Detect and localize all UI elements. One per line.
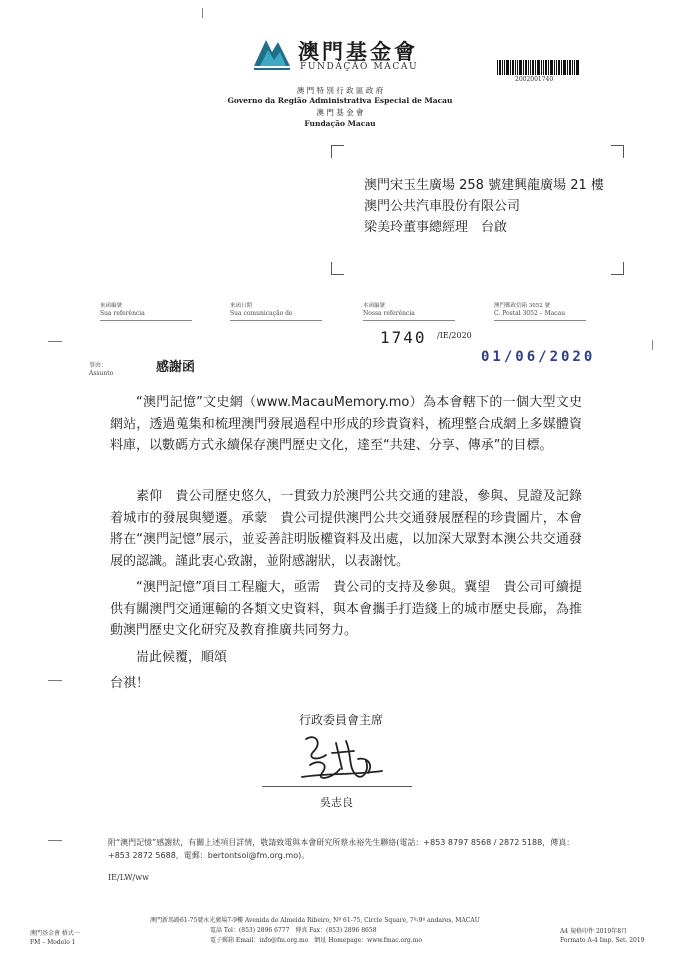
fold-mark <box>48 840 62 841</box>
ref-label-your-ref-pt: Sua referência <box>100 310 145 317</box>
ref-label-po-box-zh: 澳門郵政信箱 3052 號 <box>494 303 550 309</box>
footer-address: 澳門新馬路61-75號永光廣場7-9樓 Avenida de Almeida Ribeiro, Nº 61-75, Circle Square, 7º-9º andares, MACAU <box>150 917 480 924</box>
ref-label-your-date-zh: 來函日期 <box>230 303 253 309</box>
our-reference-number: 1740 <box>380 328 427 347</box>
barcode-number: 2002001740 <box>515 76 554 83</box>
org-name-chinese: 澳門基金會 <box>298 39 418 64</box>
address-window-corner-bottom-right <box>611 262 624 275</box>
org-name-portuguese: FUNDAÇÃO MACAU <box>300 62 419 72</box>
footer-paper-pt: Formato A-4 Imp. Set. 2019 <box>560 937 645 944</box>
ref-underline <box>363 320 455 321</box>
fold-mark <box>48 680 62 681</box>
org-name-portuguese-small: Fundação Macau <box>304 119 376 128</box>
subject-label-pt: Assunto <box>89 370 114 377</box>
ref-label-po-box-pt: C. Postal 3052 – Macau <box>494 310 566 317</box>
date-stamp: 01/06/2020 <box>481 349 596 365</box>
ref-underline <box>494 320 586 321</box>
subject-text: 感謝函 <box>156 360 196 375</box>
subject-label-zh: 事由： <box>89 362 108 369</box>
government-name-portuguese: Governo da Região Administrativa Especial de Macau <box>227 96 453 105</box>
subject-label <box>89 362 113 378</box>
footer-phone: 電話 Tel：(853) 2896 6777 傳真 Fax：(853) 2896 8658 <box>210 927 377 934</box>
signatory-title: 行政委員會主席 <box>299 713 384 727</box>
ref-label-your-date-pt: Sua comunicação de <box>230 310 293 317</box>
reference-initials: IE/LW/ww <box>108 873 149 882</box>
top-edge-mark <box>202 8 203 18</box>
recipient-company: 澳門公共汽車股份有限公司 <box>364 199 521 214</box>
org-name-chinese-small: 澳 門 基 金 會 <box>316 108 364 117</box>
barcode-icon <box>497 60 579 75</box>
closing-line: 耑此候覆，順頌 <box>136 650 228 665</box>
body-paragraph-3: “澳門記憶”項目工程龐大，亟需 貴公司的支持及參與。冀望 貴公司可續提供有關澳門交通運輸的各類文史資料，與本會攜手打造綫上的城市歷史長廊，為推動澳門歷史文化研究及教育推廣共同努力。 <box>110 580 582 638</box>
ref-underline <box>230 320 322 321</box>
attachment-note: 附“澳門記憶”感謝狀，有關上述項目詳情，敬請致電與本會研究所蔡永裕先生聯絡(電話：+853 8797 8568 / 2872 5188，傳真：+853 2872 5688，電郵：bertontsoi@fm.org.mo)。 <box>108 838 575 860</box>
address-window-corner-top-left <box>331 145 344 158</box>
footer-form-zh: 澳門基金會 格式一 <box>30 930 80 937</box>
recipient-name: 梁美玲董事總經理 台啟 <box>364 220 508 235</box>
handwritten-signature <box>296 729 386 787</box>
body-paragraph-2: 素仰 貴公司歷史悠久，一貫致力於澳門公共交通的建設，參與、見證及記錄着城市的發展與變遷。承蒙 貴公司提供澳門公共交通發展歷程的珍貴圖片，本會將在“澳門記憶”展示，並妥善註明版權資料及出處，以加深大眾對本澳公共交通發展的認識。謹此衷心致謝，並附感謝狀，以表謝忱。 <box>110 489 582 569</box>
ref-label-our-ref-pt: Nossa referência <box>363 310 415 317</box>
signatory-name: 吳志良 <box>320 796 353 809</box>
footer-form-pt: FM – Modelo 1 <box>30 939 76 946</box>
closing-salutation: 台祺！ <box>110 676 150 691</box>
government-name-chinese: 澳 門 特 別 行 政 區 政 府 <box>296 86 384 95</box>
ref-underline <box>100 320 192 321</box>
fundacao-macau-logo-icon <box>252 36 292 72</box>
footer-web: 電子郵箱 Email：info@fm.org.mo 網址 Homepage：www.fmac.org.mo <box>210 937 423 944</box>
address-window-corner-bottom-left <box>331 262 344 275</box>
ref-label-your-ref-zh: 來函編號 <box>100 303 123 309</box>
ref-label-our-ref-zh: 本函編號 <box>363 303 386 309</box>
body-paragraph-1: “澳門記憶”文史網（www.MacauMemory.mo）為本會轄下的一個大型文史網站，透過蒐集和梳理澳門發展過程中形成的珍貴資料，梳理整合成網上多媒體資料庫，以數碼方式永續保存澳門歷史文化，達至“共建、分享、傳承”的目標。 <box>110 395 582 453</box>
right-edge-mark <box>652 340 653 350</box>
fold-mark <box>48 341 62 342</box>
footer-paper-zh: A4 規格印件 2019年8月 <box>560 928 628 935</box>
address-window-corner-top-right <box>611 145 624 158</box>
our-reference-suffix: /IE/2020 <box>437 331 472 340</box>
signature-line <box>262 786 412 787</box>
recipient-address-line: 澳門宋玉生廣場 258 號建興龍廣場 21 樓 <box>364 178 604 193</box>
